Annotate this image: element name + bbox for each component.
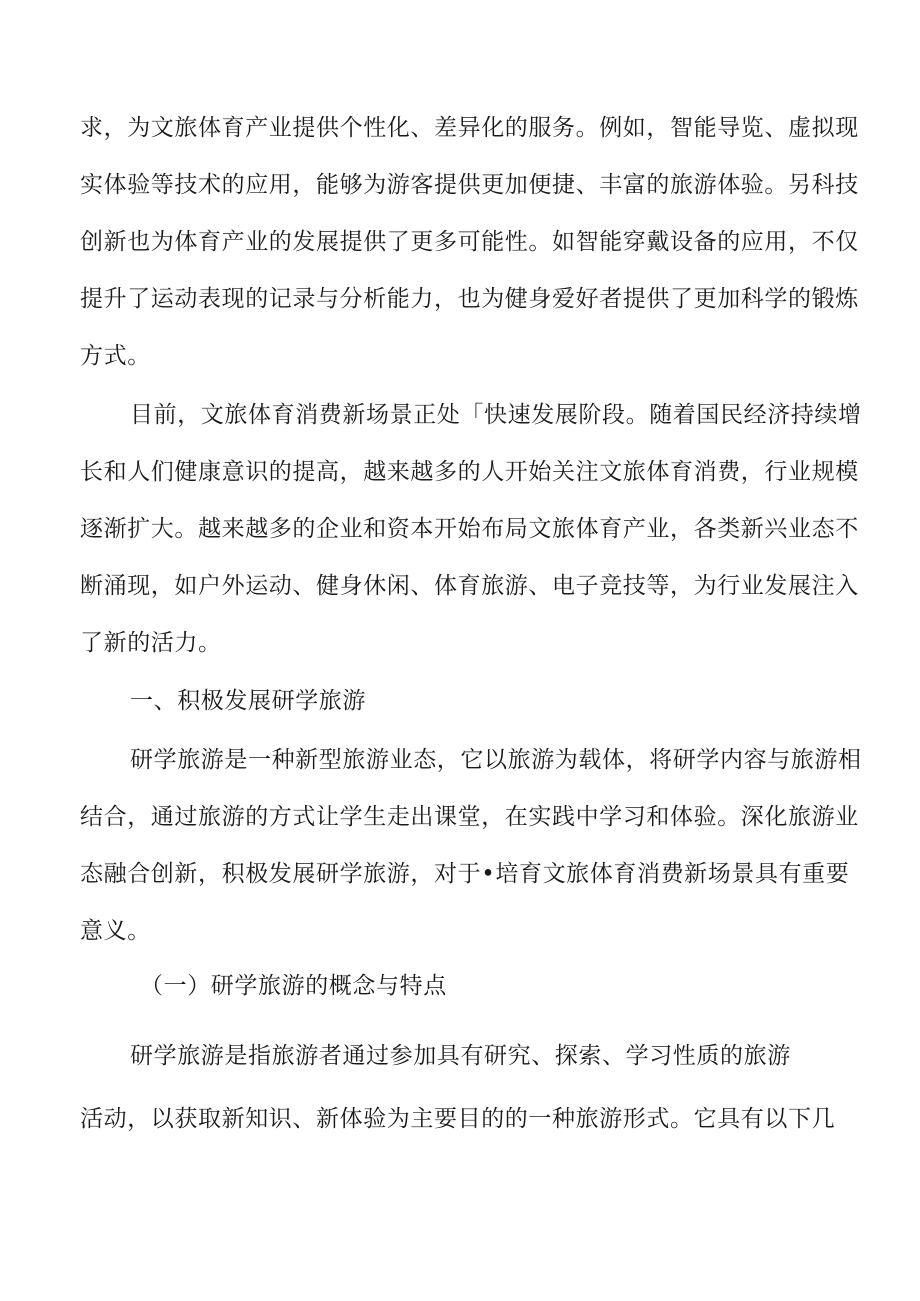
paragraph-2-line-3: 逐渐扩大。越来越多的企业和资本开始布局文旅体育产业，各类新兴业态不 <box>80 516 859 542</box>
paragraph-3-line-4: 意义。 <box>80 918 151 944</box>
paragraph-3-line-2: 结合，通过旅游的方式让学生走出课堂，在实践中学习和体验。深化旅游业 <box>80 804 859 830</box>
section-heading: 一、积极发展研学旅游 <box>130 688 366 714</box>
paragraph-2-line-2: 长和人们健康意识的提高，越来越多的人开始关注文旅体育消费，行业规模 <box>80 459 859 485</box>
paragraph-2-line-5: 了新的活力。 <box>80 630 222 656</box>
paragraph-1-line-1: 求，为文旅体育产业提供个性化、差异化的服务。例如，智能导览、虚拟现 <box>80 115 859 141</box>
paragraph-4-line-1: 研学旅游是指旅游者通过参加具有研究、探索、学习性质的旅游 <box>130 1043 791 1069</box>
paragraph-1-line-5: 方式。 <box>80 343 151 369</box>
paragraph-1-line-4: 提升了运动表现的记录与分析能力，也为健身爱好者提供了更加科学的锻炼 <box>80 286 859 312</box>
paragraph-3-line-3: 态融合创新，积极发展研学旅游，对于•培育文旅体育消费新场景具有重要 <box>80 861 850 887</box>
paragraph-2-line-4: 断涌现，如户外运动、健身休闲、体育旅游、电子竞技等，为行业发展注入 <box>80 573 859 599</box>
paragraph-4-line-2: 活动，以获取新知识、新体验为主要目的的一种旅游形式。它具有以下几 <box>80 1106 836 1132</box>
paragraph-1-line-2: 实体验等技术的应用，能够为游客提供更加便捷、丰富的旅游体验。另科技 <box>80 172 859 198</box>
paragraph-3-line-1: 研学旅游是一种新型旅游业态，它以旅游为载体，将研学内容与旅游相 <box>130 747 862 773</box>
paragraph-2-line-1: 目前，文旅体育消费新场景正处「快速发展阶段。随着国民经济持续增 <box>130 402 862 428</box>
subsection-heading: （一）研学旅游的概念与特点 <box>140 973 447 999</box>
paragraph-1-line-3: 创新也为体育产业的发展提供了更多可能性。如智能穿戴设备的应用，不仅 <box>80 229 859 255</box>
